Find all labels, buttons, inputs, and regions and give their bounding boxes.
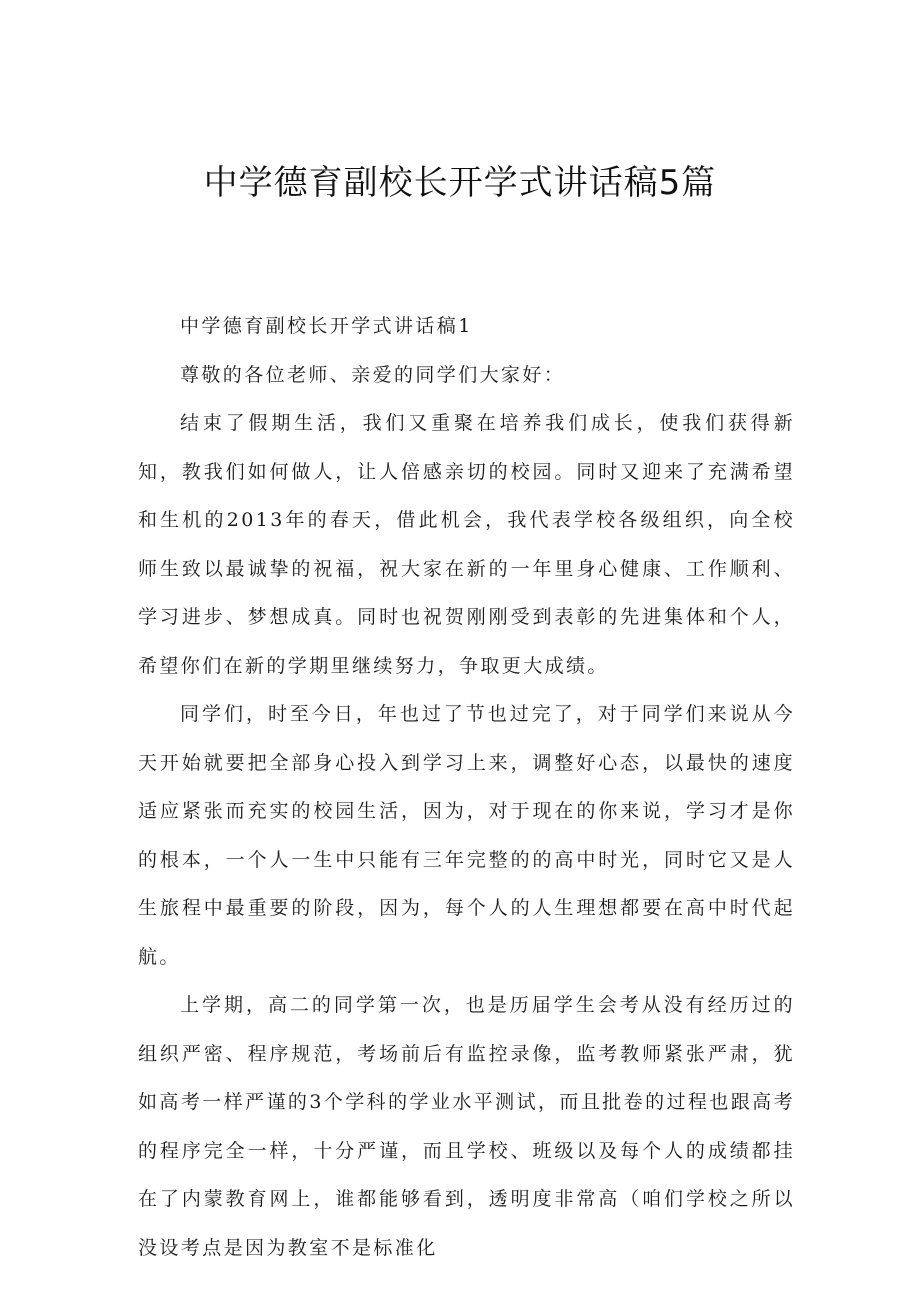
paragraph-3: 上学期，高二的同学第一次，也是历届学生会考从没有经历过的组织严密、程序规范，考场前后有监控录像，监考教师紧张严肃，犹如高考一样严谨的3个学科的学业水平测试，而且批卷的过程也跟高考的程序完全一样，十分严谨，而且学校、班级以及每个人的成绩都挂在了内蒙教育网上，谁都能够看到，透明度非常高（咱们学校之所以没设考点是因为教室不是标准化 [138,994,795,1259]
document-title: 中学德育副校长开学式讲话稿5篇 [203,163,717,203]
paragraph-2: 同学们，时至今日，年也过了节也过完了，对于同学们来说从今天开始就要把全部身心投入到学习上来，调整好心态，以最快的速度适应紧张而充实的校园生活，因为，对于现在的你来说，学习才是你的根本，一个人一生中只能有三年完整的的高中时光，同时它又是人生旅程中最重要的阶段，因为，每个人的人生理想都要在高中时代起航。 [138,703,795,968]
section-heading: 中学德育副校长开学式讲话稿1 [180,315,473,337]
paragraph-1: 结束了假期生活，我们又重聚在培养我们成长，使我们获得新知，教我们如何做人，让人倍感亲切的校园。同时又迎来了充满希望和生机的2013年的春天，借此机会，我代表学校各级组织，向全校师生致以最诚挚的祝福，祝大家在新的一年里身心健康、工作顺利、学习进步、梦想成真。同时也祝贺刚刚受到表彰的先进集体和个人，希望你们在新的学期里继续努力，争取更大成绩。 [138,412,795,677]
document-body [138,302,795,1272]
greeting: 尊敬的各位老师、亲爱的同学们大家好： [180,363,566,386]
